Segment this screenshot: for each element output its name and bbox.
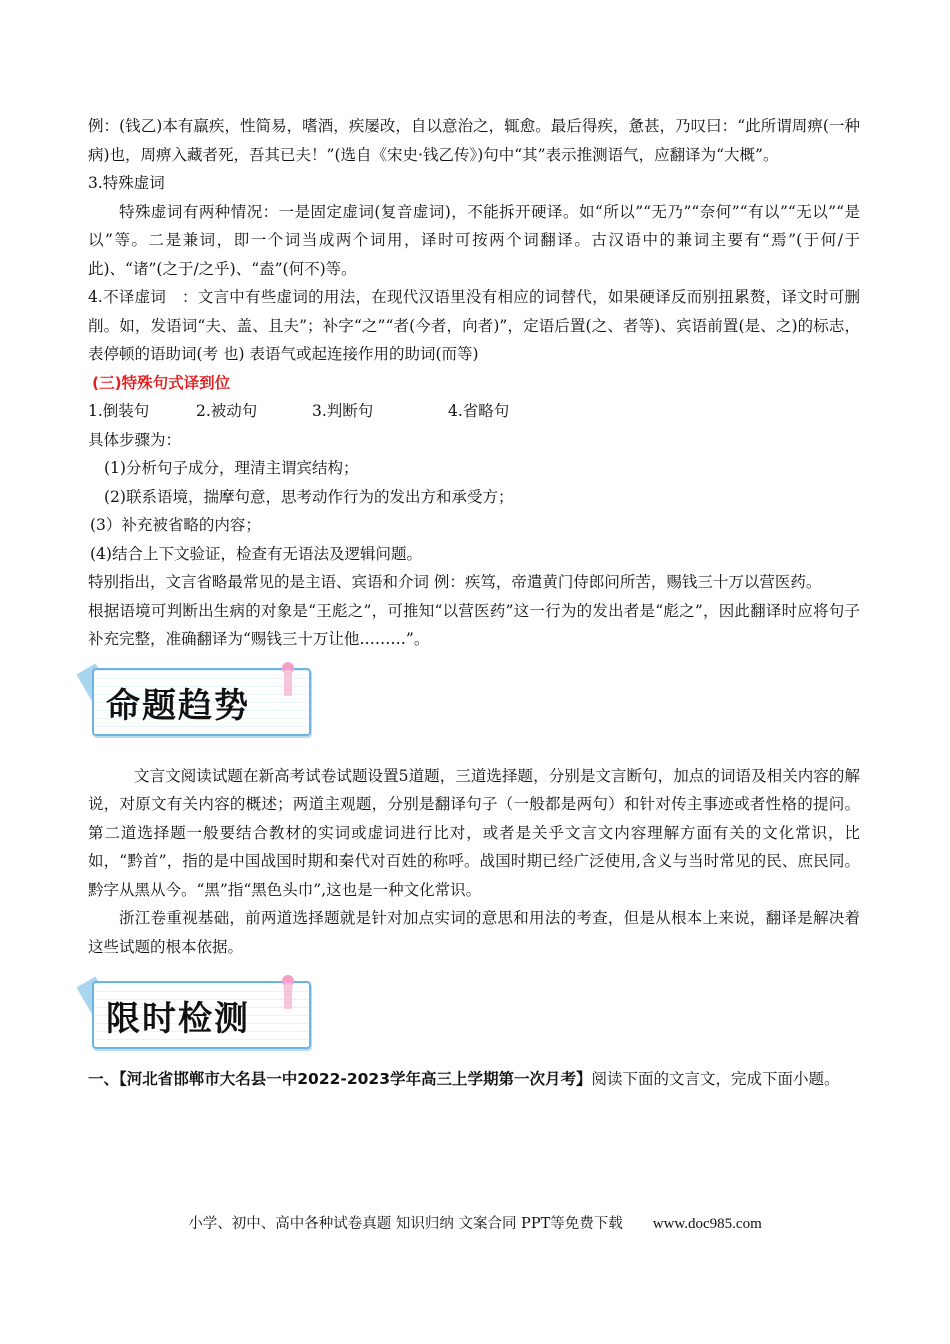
untranslated-particles-paragraph: 4.不译虚词 ：文言中有些虚词的用法，在现代汉语里没有相应的词替代，如果硬译反而别扭累赘，译文时可删削。如，发语词“夫、盖、且夫”；补字“之”“者(今者，向者)”，定语后置(之、者等)、宾语前置(是、之)的标志，表停顿的语助词(考 也) 表语气或起连接作用的助词(而等) — [88, 288, 860, 363]
banner-timed-test — [84, 973, 316, 1053]
sentence-type-item: 3.判断句 — [312, 402, 374, 420]
step-item: (3）补充被省略的内容； — [90, 516, 261, 534]
step-item: (4)结合上下文验证，检查有无语法及逻辑问题。 — [90, 544, 422, 563]
clip-icon — [280, 975, 298, 1009]
page-footer — [0, 1212, 950, 1233]
footer-text: 小学、初中、高中各种试卷真题 知识归纳 文案合同 PPT等免费下载 — [188, 1216, 623, 1232]
sentence-types-row — [88, 397, 860, 426]
steps-label: 具体步骤为： — [88, 430, 182, 449]
exam-instruction: 阅读下面的文言文，完成下面小题。 — [591, 1070, 840, 1088]
section-special-sentences: (三)特殊句式译到位 — [92, 373, 231, 392]
trend-paragraph-zhejiang: 浙江卷重视基础，前两道选择题就是针对加点实词的意思和用法的考查，但是从根本上来说，翻译是解决着这些试题的根本依据。 — [88, 909, 860, 956]
sentence-type-item: 1.倒装句 — [88, 402, 150, 420]
step-item: (1)分析句子成分，理清主谓宾结构； — [104, 459, 359, 477]
step-item: (2)联系语境，揣摩句意，思考动作行为的发出方和承受方； — [104, 487, 514, 506]
banner-title: 命题趋势 — [106, 685, 250, 726]
heading-special-particles: 3.特殊虚词 — [88, 174, 165, 192]
sentence-type-item: 2.被动句 — [196, 402, 258, 420]
exam-question-intro — [88, 1065, 860, 1094]
clip-icon — [280, 662, 298, 696]
special-particles-paragraph: 特殊虚词有两种情况：一是固定虚词(复音虚词)，不能拆开硬译。如“所以”“无乃”“奈何”“有以”“无以”“是以”等。二是兼词，即一个词当成两个词用，译时可按两个词翻译。古汉语中的兼词主要有“焉”(于何/于此)、“诸”(之于/之乎)、“盍”(何不)等。 — [88, 202, 860, 278]
omission-paragraph: 特别指出，文言省略最常见的是主语、宾语和介词 例：疾笃，帝遣黄门侍郎问所苦，赐钱三十万以营医药。 — [88, 573, 822, 591]
exam-source: 【河北省邯郸市大名县一中2022-2023学年高三上学期第一次月考】 — [119, 1070, 592, 1088]
trend-paragraph: 文言文阅读试题在新高考试卷试题设置5道题，三道选择题，分别是文言断句，加点的词语及相关内容的解说，对原文有关内容的概述；两道主观题，分别是翻译句子（一般都是两句）和针对传主事迹或者性格的提问。第二道选择题一般要结合教材的实词或虚词进行比对，或者是关乎文言文内容理解方面有关的文化常识，比如，“黔首”，指的是中国战国时期和秦代对百姓的称呼。战国时期已经广泛使用,含义与当时常见的民、庶民同。黔字从黑从今。“黑”指“黑色头巾”,这也是一种文化常识。 — [88, 766, 860, 899]
footer-url[interactable]: www.doc985.com — [652, 1216, 762, 1232]
sentence-type-item: 4.省略句 — [448, 402, 510, 420]
example-paragraph: 例：(钱乙)本有羸疾，性简易，嗜酒，疾屡改，自以意治之，辄愈。最后得疾，惫甚，乃叹曰：“此所谓周痹(一种病)也，周痹入藏者死，吾其已夫！”(选自《宋史·钱乙传》)句中“其”表示推测语气，应翻译为“大概”。 — [88, 117, 860, 164]
banner-trend — [84, 660, 316, 740]
document-body — [88, 112, 860, 1094]
context-paragraph: 根据语境可判断出生病的对象是“王彪之”，可推知“以营医药”这一行为的发出者是“彪之”，因此翻译时应将句子补充完整，准确翻译为“赐钱三十万让他………”。 — [88, 601, 860, 648]
banner-title: 限时检测 — [106, 999, 250, 1039]
exam-prefix: 一、 — [88, 1070, 120, 1088]
